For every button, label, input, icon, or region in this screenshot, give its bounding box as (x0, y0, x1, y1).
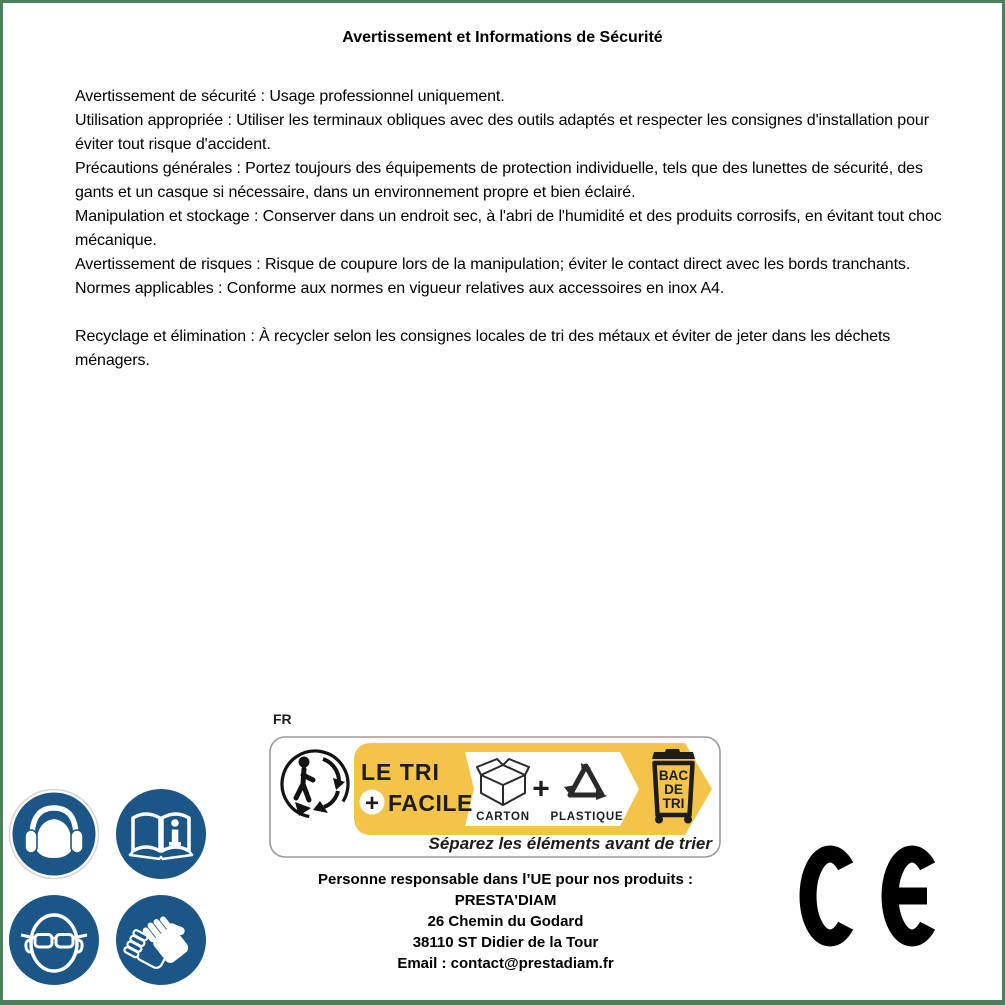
read-instruction-manual-icon (115, 788, 207, 880)
infotri-headline-line2: FACILE (388, 790, 473, 816)
safety-paragraph: Manipulation et stockage : Conserver dans un endroit sec, à l'abri de l'humidité et des produits corrosifs, en évitant tout choc mécanique. (75, 208, 942, 249)
infotri-footer-note: Séparez les éléments avant de trier (428, 834, 712, 853)
infotri-headline-line1: LE TRI (361, 759, 440, 785)
company-name: PRESTA'DIAM (454, 892, 557, 909)
safety-paragraph: Avertissement de risques : Risque de coupure lors de la manipulation; éviter le contact direct avec les bords tranchants. (75, 256, 911, 273)
safety-paragraph: Normes applicables : Conforme aux normes en vigueur relatives aux accessoires en inox A4. (75, 280, 725, 297)
ce-marking-icon (798, 844, 940, 953)
page-title: Avertissement et Informations de Sécurité (342, 29, 663, 46)
materials-plus: + (532, 772, 550, 806)
safety-paragraph: Recyclage et élimination : À recycler selon les consignes locales de tri des métaux et éviter de jeter dans les déchets ménagers. (75, 328, 891, 369)
address-line: 26 Chemin du Godard (427, 913, 584, 930)
plastique-label: PLASTIQUE (550, 811, 624, 823)
recycling-sorting-label (269, 736, 721, 863)
address-line: 38110 ST Didier de la Tour (412, 934, 599, 951)
bin-label-line1: BAC (658, 768, 689, 783)
carton-label: CARTON (476, 811, 530, 823)
wear-ear-protection-icon (8, 788, 100, 880)
safety-text-block (75, 85, 955, 373)
bin-label-line2: DE (664, 782, 683, 797)
bin-label-line3: TRI (662, 796, 685, 811)
responsible-heading: Personne responsable dans l’UE pour nos produits : (317, 871, 694, 888)
safety-paragraph: Utilisation appropriée : Utiliser les terminaux obliques avec des outils adaptés et respecter les consignes d'installation pour éviter tout risque d'accident. (75, 112, 929, 153)
fr-region-label: FR (273, 711, 292, 727)
safety-paragraph: Précautions générales : Portez toujours des équipements de protection individuelle, tels que des lunettes de sécurité, des gants et un casque si nécessaire, dans un environnement propre et bien éclairé. (75, 160, 923, 201)
safety-paragraph: Avertissement de sécurité : Usage professionnel uniquement. (75, 88, 505, 105)
contact-email: Email : contact@prestadiam.fr (397, 955, 614, 972)
infotri-headline-plus: + (364, 790, 380, 817)
